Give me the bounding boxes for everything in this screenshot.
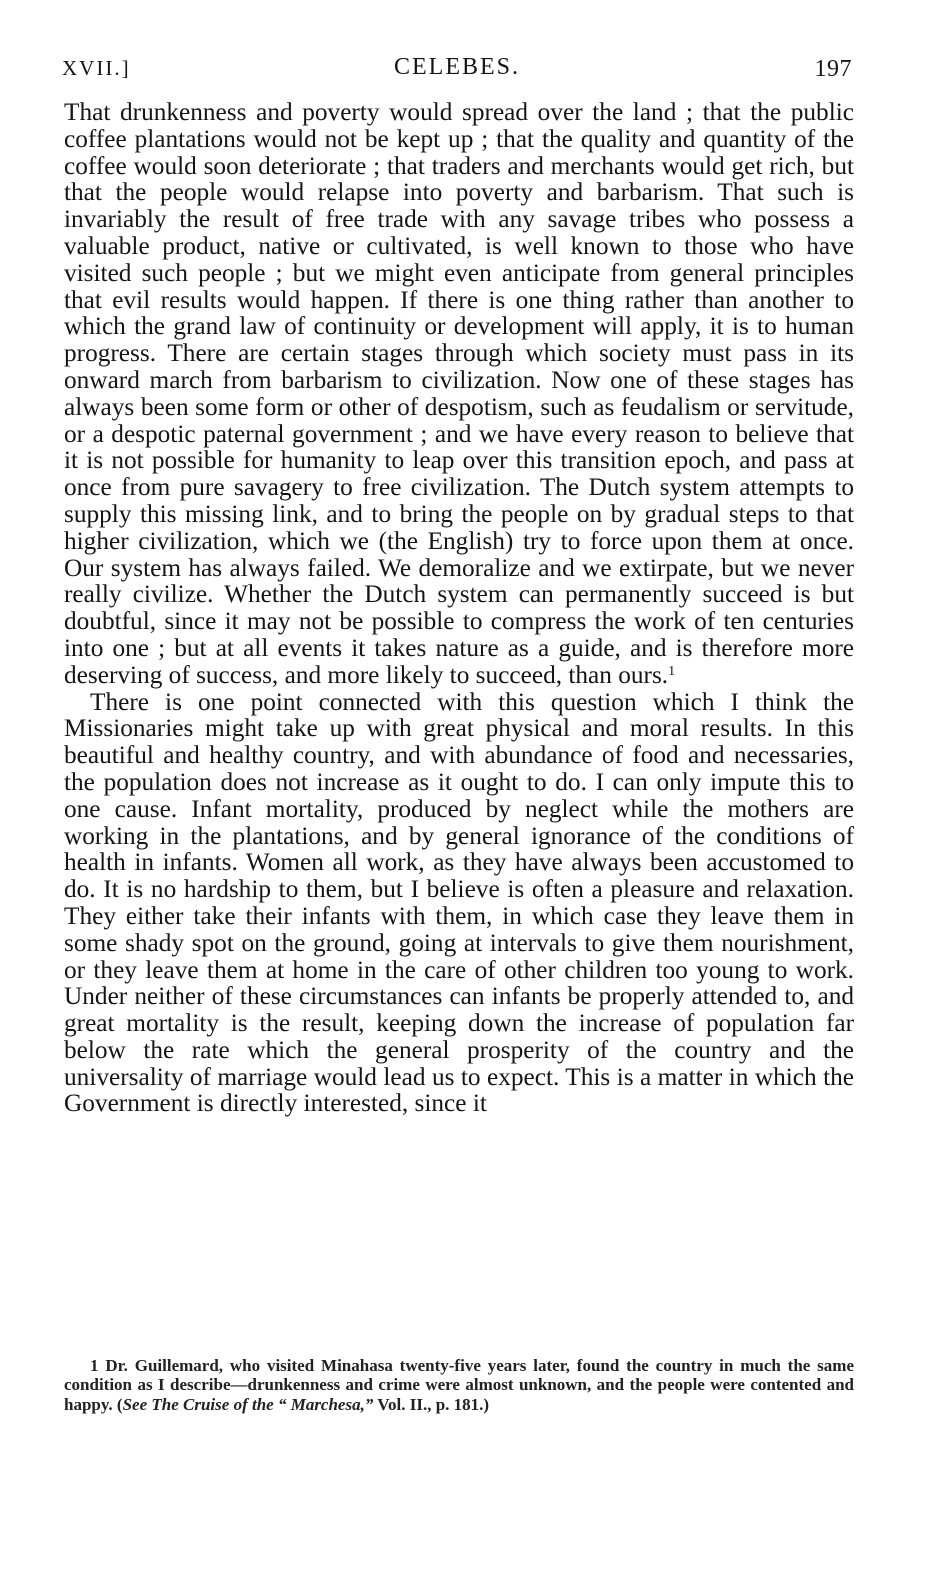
chapter-number: XVII.] [62, 56, 131, 80]
footnote-number: 1 [90, 1356, 99, 1375]
footnote-text-end: Vol. II., p. 181.) [373, 1394, 490, 1414]
running-title: CELEBES. [393, 54, 520, 80]
paragraph: There is one point connected with this question which I think the Missionaries might take up with great physical and moral results. In this beautiful and healthy country, and with abundance of food and necessaries, the population does not increase as it ought to do. I can only impute this to one cause. Infant mortality, produced by neglect while the mothers are working in the plantations, and by general ignorance of the conditions of health in infants. Women all work, as they have always been accustomed to do. It is no hardship to them, but I believe is often a pleasure and relaxation. They either take their infants with them, in which case they leave them in some shady spot on the ground, going at intervals to give them nourishment, or they leave them at home in the care of other children too young to work. Under neither of these circumstances can infants be properly attended to, and great mortality is the result, keeping down the increase of population far below the rate which the general prosperity of the country and the universality of marriage would lead us to expect. This is a matter in which the Government is directly interested, since it [64, 687, 854, 1118]
body-text [64, 99, 854, 1117]
running-head [62, 50, 852, 90]
footnote-text: Dr. Guillemard, who visited Minahasa twenty-five years later, found the country in much the same condition as I describe—drunkenness and crime were almost unknown, and the people were contented and happy. ( [64, 1356, 855, 1414]
footnote-citation: See The Cruise of the “ Marchesa,” [122, 1394, 374, 1414]
footnote-reference: 1 [668, 663, 676, 679]
paragraph-text: That drunkenness and poverty would spread over the land ; that the public coffee plantations would not be kept up ; that the quality and quantity of the coffee would soon deteriorate ; that traders and merchants would get rich, but that the people would relapse into poverty and barbarism. That such is invariably the result of free trade with any savage tribes who possess a valuable product, native or cultivated, is well known to those who have visited such people ; but we might even anticipate from general principles that evil results would happen. If there is one thing rather than another to which the grand law of continuity or development will apply, it is to human progress. There are certain stages through which society must pass in its onward march from barbarism to civilization. Now one of these stages has always been some form or other of despotism, such as feudalism or servitude, or a despotic paternal government ; and we have every reason to believe that it is not possible for humanity to leap over this transition epoch, and pass at once from pure savagery to free civilization. The Dutch system attempts to supply this missing link, and to bring the people on by gradual steps to that higher civilization, which we (the English) try to force upon them at once. Our system has always failed. We demoralize and we extirpate, but we never really civilize. Whether the Dutch system can permanently succeed is but doubtful, since it may not be possible to compress the work of ten centuries into one ; but at all events it takes nature as a guide, and is therefore more deserving of success, and more likely to succeed, than ours. [64, 98, 854, 689]
paragraph-continued [64, 99, 854, 689]
footnote [64, 1356, 854, 1414]
page-number: 197 [814, 56, 852, 82]
